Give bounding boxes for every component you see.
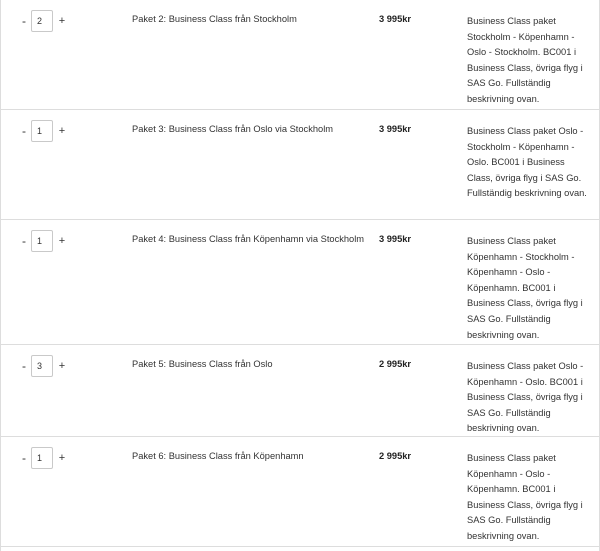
quantity-input[interactable]	[31, 447, 53, 469]
package-description: Business Class paket Köpenhamn - Stockholm - Köpenhamn - Oslo - Köpenhamn. BC001 i Business Class, övriga flyg i SAS Go. Fullständig beskrivning ovan.	[467, 236, 583, 340]
package-title: Paket 6: Business Class från Köpenhamn	[132, 451, 304, 461]
decrease-quantity-button[interactable]: -	[22, 451, 26, 465]
package-row	[1, 110, 599, 220]
package-title: Paket 3: Business Class från Oslo via Stockholm	[132, 124, 333, 134]
quantity-input[interactable]	[31, 230, 53, 252]
quantity-input[interactable]	[31, 355, 53, 377]
quantity-input[interactable]	[31, 120, 53, 142]
decrease-quantity-button[interactable]: -	[22, 359, 26, 373]
increase-quantity-button[interactable]: +	[58, 360, 66, 372]
quantity-stepper	[19, 355, 79, 377]
quantity-input[interactable]	[31, 10, 53, 32]
package-price: 2 995kr	[379, 451, 412, 461]
increase-quantity-button[interactable]: +	[58, 15, 66, 27]
quantity-stepper	[19, 447, 79, 469]
table-footer-edge	[1, 547, 599, 551]
increase-quantity-button[interactable]: +	[58, 125, 66, 137]
package-row	[1, 220, 599, 345]
decrease-quantity-button[interactable]: -	[22, 14, 26, 28]
package-price: 3 995kr	[379, 234, 412, 244]
package-price: 2 995kr	[379, 359, 412, 369]
package-description: Business Class paket Köpenhamn - Oslo - Köpenhamn. BC001 i Business Class, övriga flyg i SAS Go. Fullständig beskrivning ovan.	[467, 453, 583, 541]
package-title: Paket 2: Business Class från Stockholm	[132, 14, 297, 24]
quantity-stepper	[19, 120, 79, 142]
package-description: Business Class paket Stockholm - Köpenhamn - Oslo - Stockholm. BC001 i Business Class, övriga flyg i SAS Go. Fullständig beskrivning ovan.	[467, 16, 583, 104]
package-row	[1, 345, 599, 437]
package-row	[1, 437, 599, 547]
package-price: 3 995kr	[379, 124, 412, 134]
decrease-quantity-button[interactable]: -	[22, 234, 26, 248]
package-description: Business Class paket Oslo - Köpenhamn - Oslo. BC001 i Business Class, övriga flyg i SAS Go. Fullständig beskrivning ovan.	[467, 361, 584, 434]
increase-quantity-button[interactable]: +	[58, 235, 66, 247]
package-price: 3 995kr	[379, 14, 412, 24]
quantity-stepper	[19, 230, 79, 252]
quantity-stepper	[19, 10, 79, 32]
package-title: Paket 5: Business Class från Oslo	[132, 359, 273, 369]
increase-quantity-button[interactable]: +	[58, 452, 66, 464]
decrease-quantity-button[interactable]: -	[22, 124, 26, 138]
package-row	[1, 0, 599, 110]
package-title: Paket 4: Business Class från Köpenhamn via Stockholm	[132, 234, 365, 244]
package-description: Business Class paket Oslo - Stockholm - Köpenhamn - Oslo. BC001 i Business Class, övriga flyg i SAS Go. Fullständig beskrivning ovan.	[467, 126, 587, 199]
